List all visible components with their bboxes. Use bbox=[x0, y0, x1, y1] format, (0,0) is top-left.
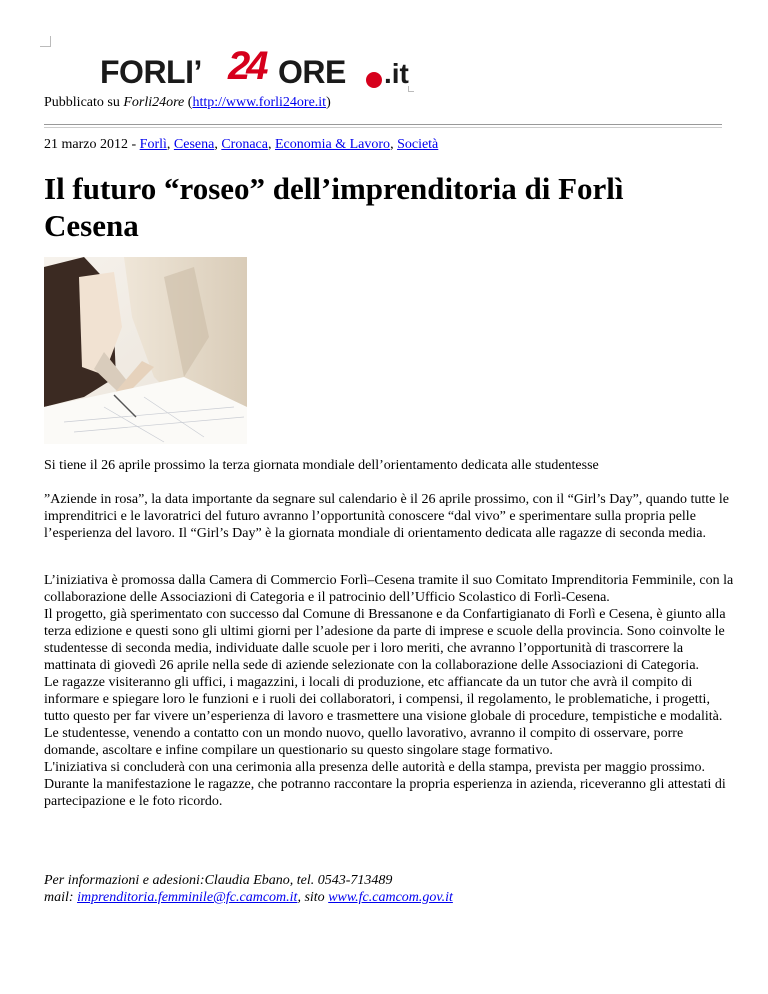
published-prefix: Pubblicato su bbox=[44, 95, 124, 110]
paragraph-line: Il progetto, già sperimentato con successo dal Comune di Bressanone e da Confartigianato di Forlì e Cesena, è giunto alla terza edizione e questi sono gli ultimi giorni per l’adesione da parte di imprese e scuole della provincia. Sono coinvolte le studentesse di seconda media, individuate dalle scuole per i loro meriti, che avranno l’opportunità di trascorrere la mattinata di giovedì 26 aprile nella sede di aziende selezionate con la collaborazione delle Associazioni di Categoria. bbox=[44, 607, 726, 673]
logo-text-tld: .it bbox=[384, 58, 409, 89]
category-link-societa[interactable]: Società bbox=[397, 137, 439, 152]
website-link[interactable]: www.fc.camcom.gov.it bbox=[328, 890, 453, 905]
category-link-cronaca[interactable]: Cronaca bbox=[221, 137, 268, 152]
category-link-cesena[interactable]: Cesena bbox=[173, 137, 215, 152]
category-link-economia[interactable]: Economia & Lavoro bbox=[274, 137, 391, 152]
logo-text-24: 24 bbox=[228, 44, 265, 88]
paragraph-line: Le ragazze visiteranno gli uffici, i magazzini, i locali di produzione, etc affiancate da un tutor che avrà il compito di informare e spiegare loro le funzioni e i ruoli dei collaboratori, i compensi, il regolamento, le problematiche, i progetti, tutto questo per far vivere un’esperienza di lavoro e trasmettere una visione globale di procedure, tempistiche e modalità. bbox=[44, 675, 723, 724]
published-site-name: Forli24ore bbox=[123, 95, 185, 110]
article-lead: Si tiene il 26 aprile prossimo la terza giornata mondiale dell’orientamento dedicata alle studentesse bbox=[44, 458, 599, 473]
logo-text-forli: FORLI’ bbox=[100, 54, 202, 90]
article-meta bbox=[44, 137, 438, 153]
article-date: 21 marzo 2012 - bbox=[44, 137, 140, 152]
contact-info bbox=[44, 872, 734, 906]
article-paragraph-2 bbox=[44, 572, 734, 810]
logo-text-ore: ORE bbox=[278, 54, 346, 90]
photo-illustration bbox=[44, 257, 247, 444]
header-divider bbox=[44, 124, 722, 128]
category-sep: , bbox=[267, 137, 275, 152]
published-line bbox=[44, 95, 331, 111]
article-title: Il futuro “roseo” dell’imprenditoria di Forlì Cesena bbox=[44, 171, 624, 243]
published-close: ) bbox=[326, 95, 331, 110]
paragraph-line: Le studentesse, venendo a contatto con un mondo nuovo, quello lavorativo, avranno il compito di osservare, porre domande, ascoltare e infine compilare un questionario su questo singolare stage formativo. bbox=[44, 726, 684, 758]
page-corner-mark bbox=[40, 36, 51, 47]
email-link[interactable]: imprenditoria.femminile@fc.camcom.it bbox=[77, 890, 298, 905]
contact-line-1: Per informazioni e adesioni:Claudia Ebano, tel. 0543-713489 bbox=[44, 873, 393, 888]
paragraph-line: L’iniziativa è promossa dalla Camera di Commercio Forlì–Cesena tramite il suo Comitato Imprenditoria Femminile, con la collaborazione delle Associazioni di Categoria e il patrocinio dell’Ufficio Scolastico di Forlì-Cesena. bbox=[44, 573, 734, 605]
contact-line-2 bbox=[44, 889, 734, 906]
category-sep: , bbox=[214, 137, 222, 152]
paragraph-line: L'iniziativa si concluderà con una cerimonia alla presenza delle autorità e della stampa, prevista per maggio prossimo. Durante la manifestazione le ragazze, che potranno raccontare la propria esperienza in azienda, riceveranno gli attestati di partecipazione e le foto ricordo. bbox=[44, 760, 726, 809]
logo-dot-icon bbox=[366, 72, 382, 88]
article-photo bbox=[44, 257, 247, 444]
site-label: , sito bbox=[297, 890, 329, 905]
category-sep: , bbox=[166, 137, 174, 152]
category-link-forli[interactable]: Forlì bbox=[139, 137, 167, 152]
category-sep: , bbox=[390, 137, 398, 152]
corner-tick-mark bbox=[408, 86, 414, 92]
mail-label: mail: bbox=[44, 890, 78, 905]
published-open: ( bbox=[184, 95, 193, 110]
site-url-link[interactable]: http://www.forli24ore.it bbox=[192, 95, 327, 110]
article-paragraph-1: ”Aziende in rosa”, la data importante da segnare sul calendario è il 26 aprile prossimo, con il “Girl’s Day”, quando tutte le imprenditrici e le lavoratrici del futuro avranno l’opportunità conoscere “dal vivo” e sperimentare sulla propria pelle l’esperienza del lavoro. Il “Girl’s Day” è la giornata mondiale di orientamento dedicata alle ragazze di seconda media. bbox=[44, 492, 729, 541]
